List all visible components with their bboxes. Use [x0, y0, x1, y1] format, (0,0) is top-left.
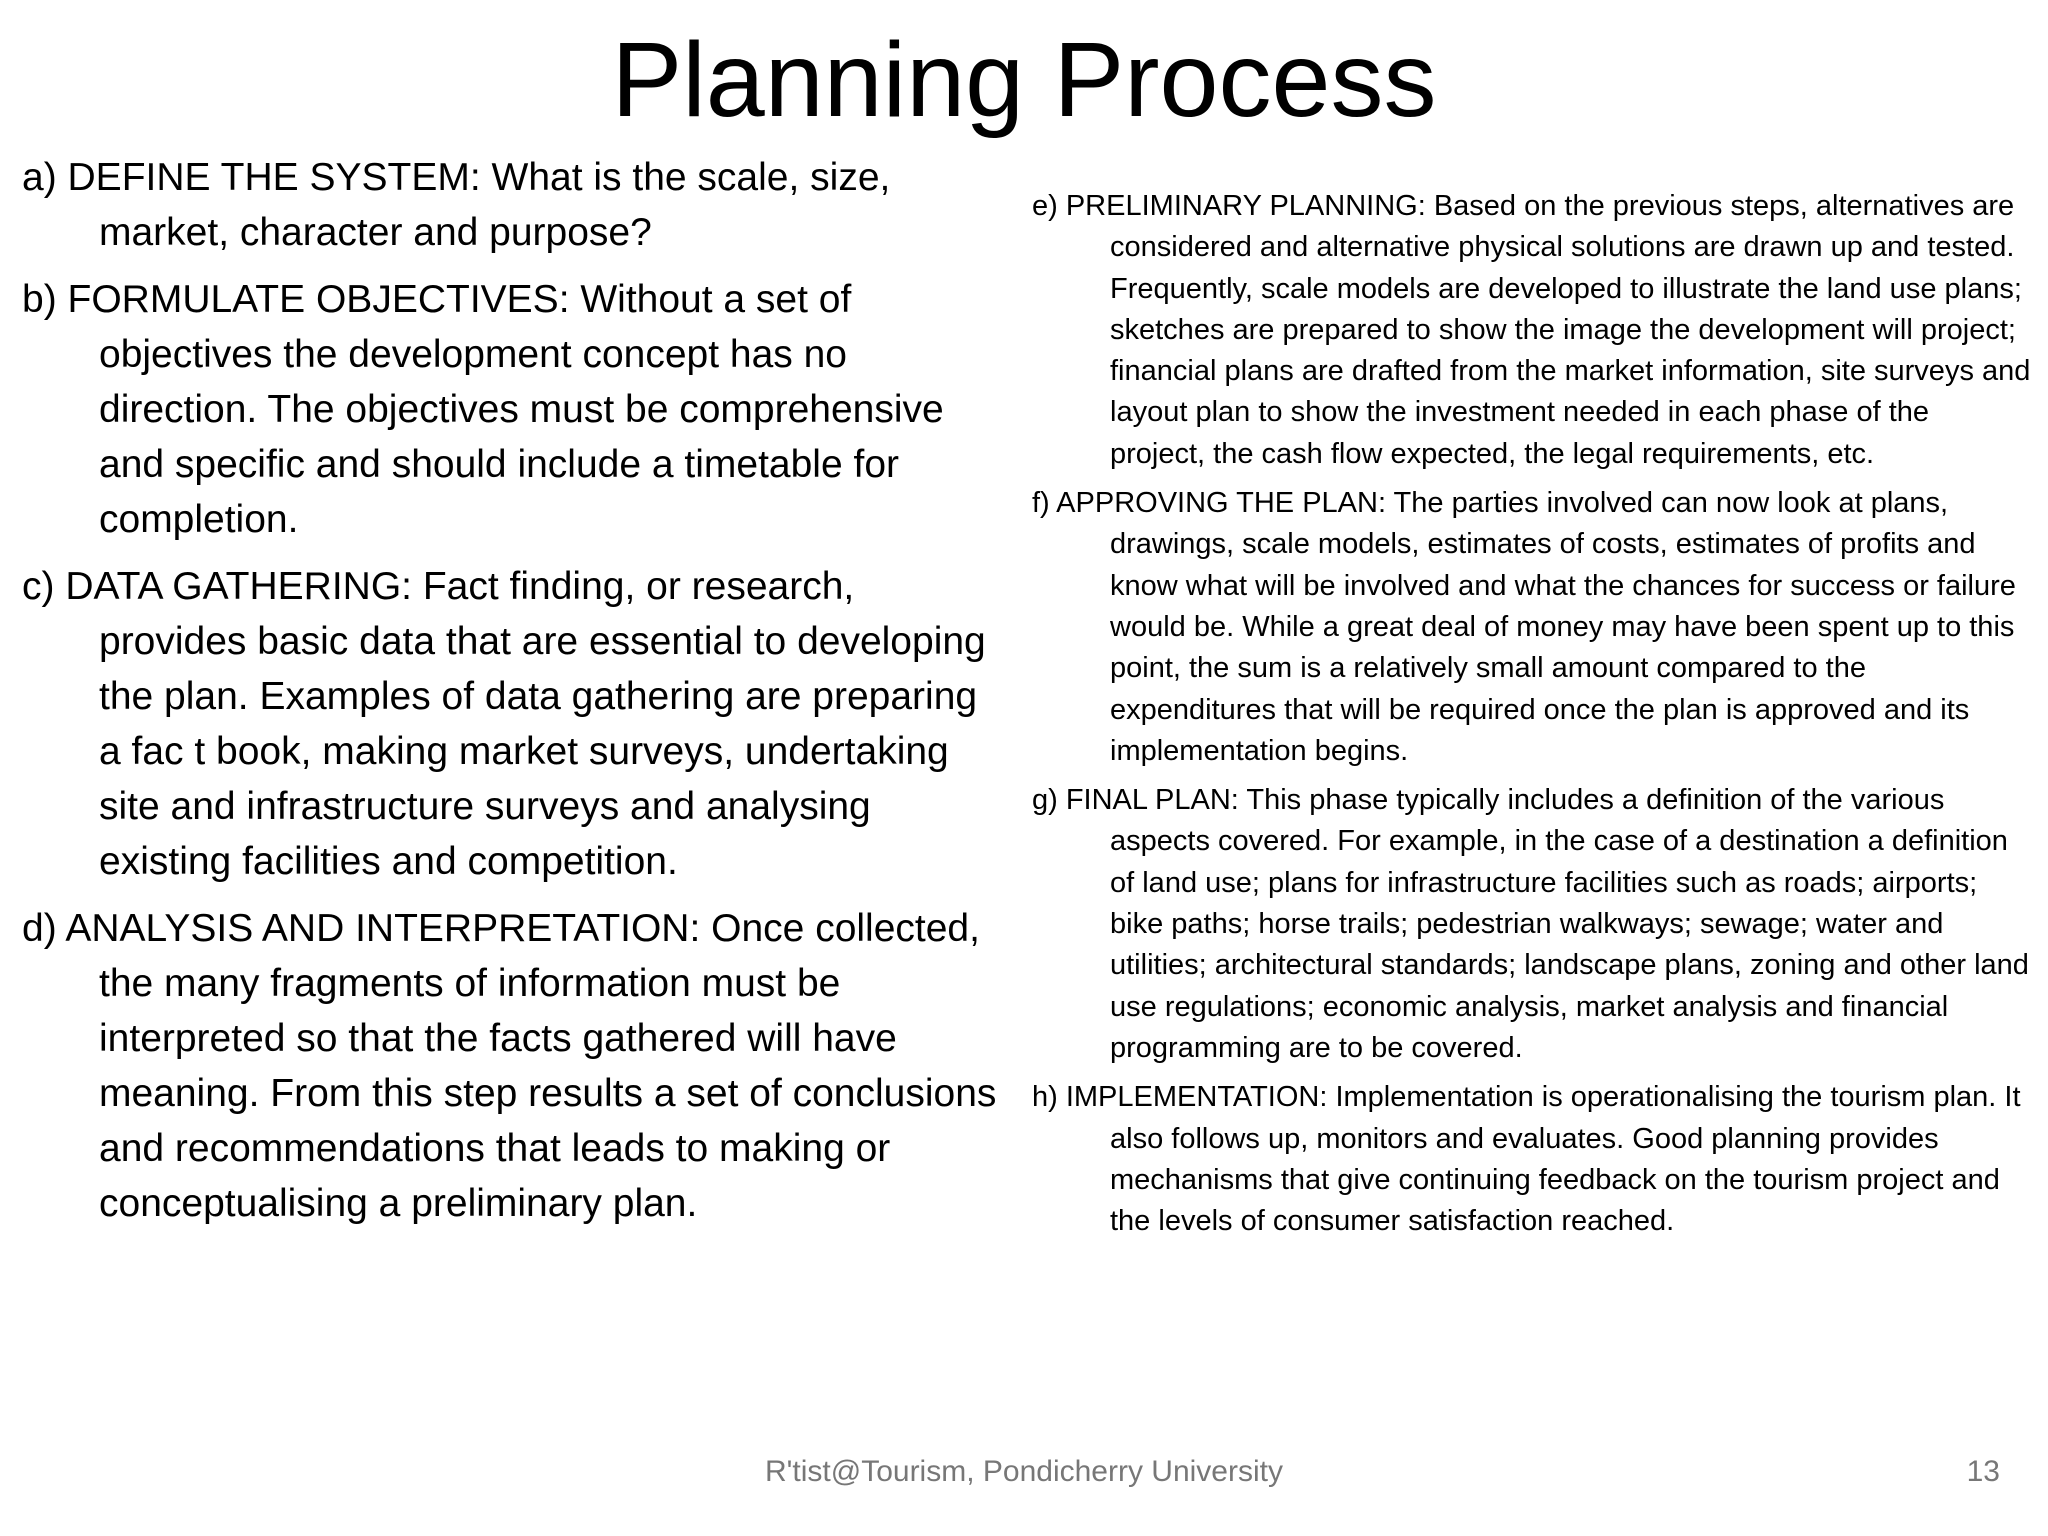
step-approving-plan: f) APPROVING THE PLAN: The parties involved can now look at plans, drawings, scale models, estimates of costs, estimates of profits and know what will be involved and what the chances for success or failure would be. While a great deal of money may have been spent up to this point, the sum is a relatively small amount compared to the expenditures that will be required once the plan is approved and its implementation begins.	[1032, 487, 2016, 767]
page-number: 13	[1966, 1455, 2000, 1488]
step-analysis-interpretation: d) ANALYSIS AND INTERPRETATION: Once collected, the many fragments of information must be interpreted so that the facts gathered will have meaning. From this step results a set of conclusions and recommendations that leads to making or conceptualising a preliminary plan.	[22, 907, 997, 1225]
left-column-list	[22, 150, 1000, 1243]
footer-text: R'tist@Tourism, Pondicherry University	[765, 1455, 1283, 1488]
slide-title: Planning Process	[611, 21, 1437, 139]
step-formulate-objectives: b) FORMULATE OBJECTIVES: Without a set of objectives the development concept has no direction. The objectives must be comprehensive and specific and should include a timetable for completion.	[22, 278, 944, 541]
step-preliminary-planning: e) PRELIMINARY PLANNING: Based on the previous steps, alternatives are considered and alternative physical solutions are drawn up and tested. Frequently, scale models are developed to illustrate the land use plans; sketches are prepared to show the image the development will project; financial plans are drafted from the market information, site surveys and layout plan to show the investment needed in each phase of the project, the cash flow expected, the legal requirements, etc.	[1032, 190, 2031, 470]
step-implementation: h) IMPLEMENTATION: Implementation is operationalising the tourism plan. It also follows up, monitors and evaluates. Good planning provides mechanisms that give continuing feedback on the tourism project and the levels of consumer satisfaction reached.	[1032, 1081, 2021, 1238]
step-final-plan: g) FINAL PLAN: This phase typically includes a definition of the various aspects covered. For example, in the case of a destination a definition of land use; plans for infrastructure facilities such as roads; airports; bike paths; horse trails; pedestrian walkways; sewage; water and utilities; architectural standards; landscape plans, zoning and other land use regulations; economic analysis, market analysis and financial programming are to be covered.	[1032, 784, 2029, 1064]
step-define-system: a) DEFINE THE SYSTEM: What is the scale, size, market, character and purpose?	[22, 156, 891, 254]
right-column-list	[1032, 186, 2032, 1250]
step-data-gathering: c) DATA GATHERING: Fact finding, or research, provides basic data that are essential to developing the plan. Examples of data gathering are preparing a fac t book, making market surveys, undertaking site and infrastructure surveys and analysing existing facilities and competition.	[22, 565, 986, 883]
